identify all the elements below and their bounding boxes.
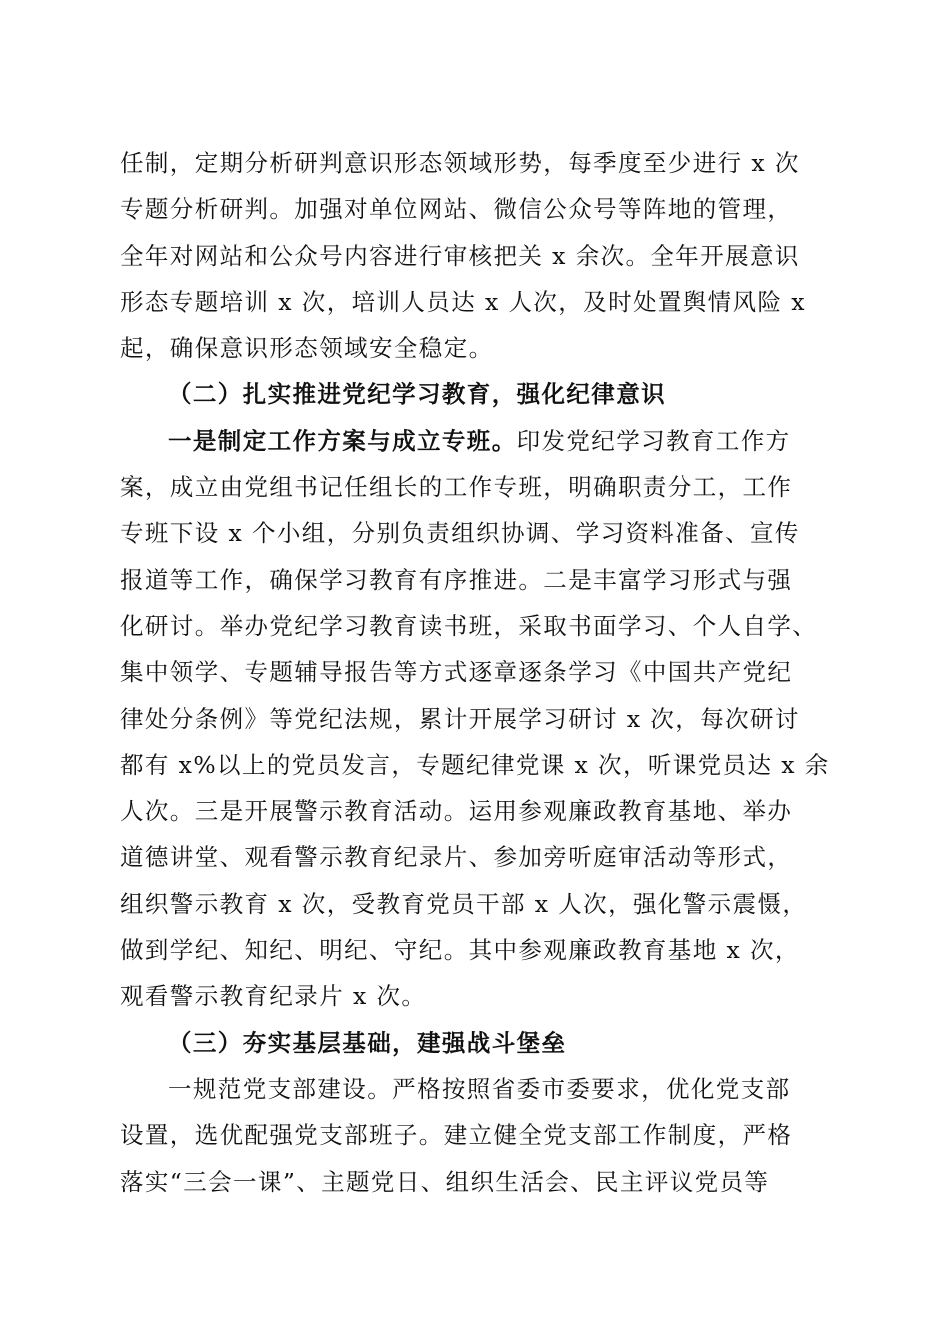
paragraph-line: 组织警示教育 x 次，受教育党员干部 x 人次，强化警示震慑， — [120, 889, 808, 918]
paragraph-line: 律处分条例》等党纪法规，累计开展学习研讨 x 次，每次研讨 — [120, 704, 800, 733]
paragraph-line: 专班下设 x 个小组，分别负责组织协调、学习资料准备、宣传 — [120, 519, 800, 548]
paragraph-line: 道德讲堂、观看警示教育纪录片、参加旁听庭审活动等形式， — [120, 843, 793, 872]
section-heading-2: （二）扎实推进党纪学习教育，强化纪律意识 — [168, 380, 666, 409]
paragraph-line: 都有 x%以上的党员发言，专题纪律党课 x 次，听课党员达 x 余 — [120, 750, 830, 779]
paragraph-line — [120, 418, 840, 464]
paragraph-line: 案，成立由党组书记任组长的工作专班，明确职责分工，工作 — [120, 473, 793, 502]
paragraph-line: 形态专题培训 x 次，培训人员达 x 人次，及时处置舆情风险 x — [120, 287, 806, 316]
paragraph-line: 人次。三是开展警示教育活动。运用参观廉政教育基地、举办 — [120, 797, 793, 826]
paragraph-line: 起，确保意识形态领域安全稳定。 — [120, 334, 494, 363]
paragraph-line: 设置，选优配强党支部班子。建立健全党支部工作制度，严格 — [120, 1121, 793, 1150]
paragraph-line: 一规范党支部建设。严格按照省委市委要求，优化党支部 — [168, 1074, 791, 1103]
document-body — [120, 140, 840, 1205]
section-heading-3: （三）夯实基层基础，建强战斗堡垒 — [168, 1028, 567, 1057]
paragraph-text: 印发党纪学习教育工作方 — [516, 426, 791, 455]
paragraph-line: 化研讨。举办党纪学习教育读书班，采取书面学习、个人自学、 — [120, 611, 818, 640]
paragraph-line: 观看警示教育纪录片 x 次。 — [120, 982, 427, 1011]
paragraph-line: 做到学纪、知纪、明纪、守纪。其中参观廉政教育基地 x 次， — [120, 936, 800, 965]
paragraph-line: 全年对网站和公众号内容进行审核把关 x 余次。全年开展意识 — [120, 241, 800, 270]
paragraph-line: 报道等工作，确保学习教育有序推进。二是丰富学习形式与强 — [120, 565, 793, 594]
paragraph-line: 集中领学、专题辅导报告等方式逐章逐条学习《中国共产党纪 — [120, 658, 793, 687]
bold-lead-phrase: 一是制定工作方案与成立专班。 — [168, 426, 517, 455]
paragraph-line: 落实“三会一课”、主题党日、组织生活会、民主评议党员等 — [120, 1167, 770, 1196]
paragraph-line: 专题分析研判。加强对单位网站、微信公众号等阵地的管理， — [120, 195, 793, 224]
paragraph-line: 任制，定期分析研判意识形态领域形势，每季度至少进行 x 次 — [120, 149, 800, 177]
